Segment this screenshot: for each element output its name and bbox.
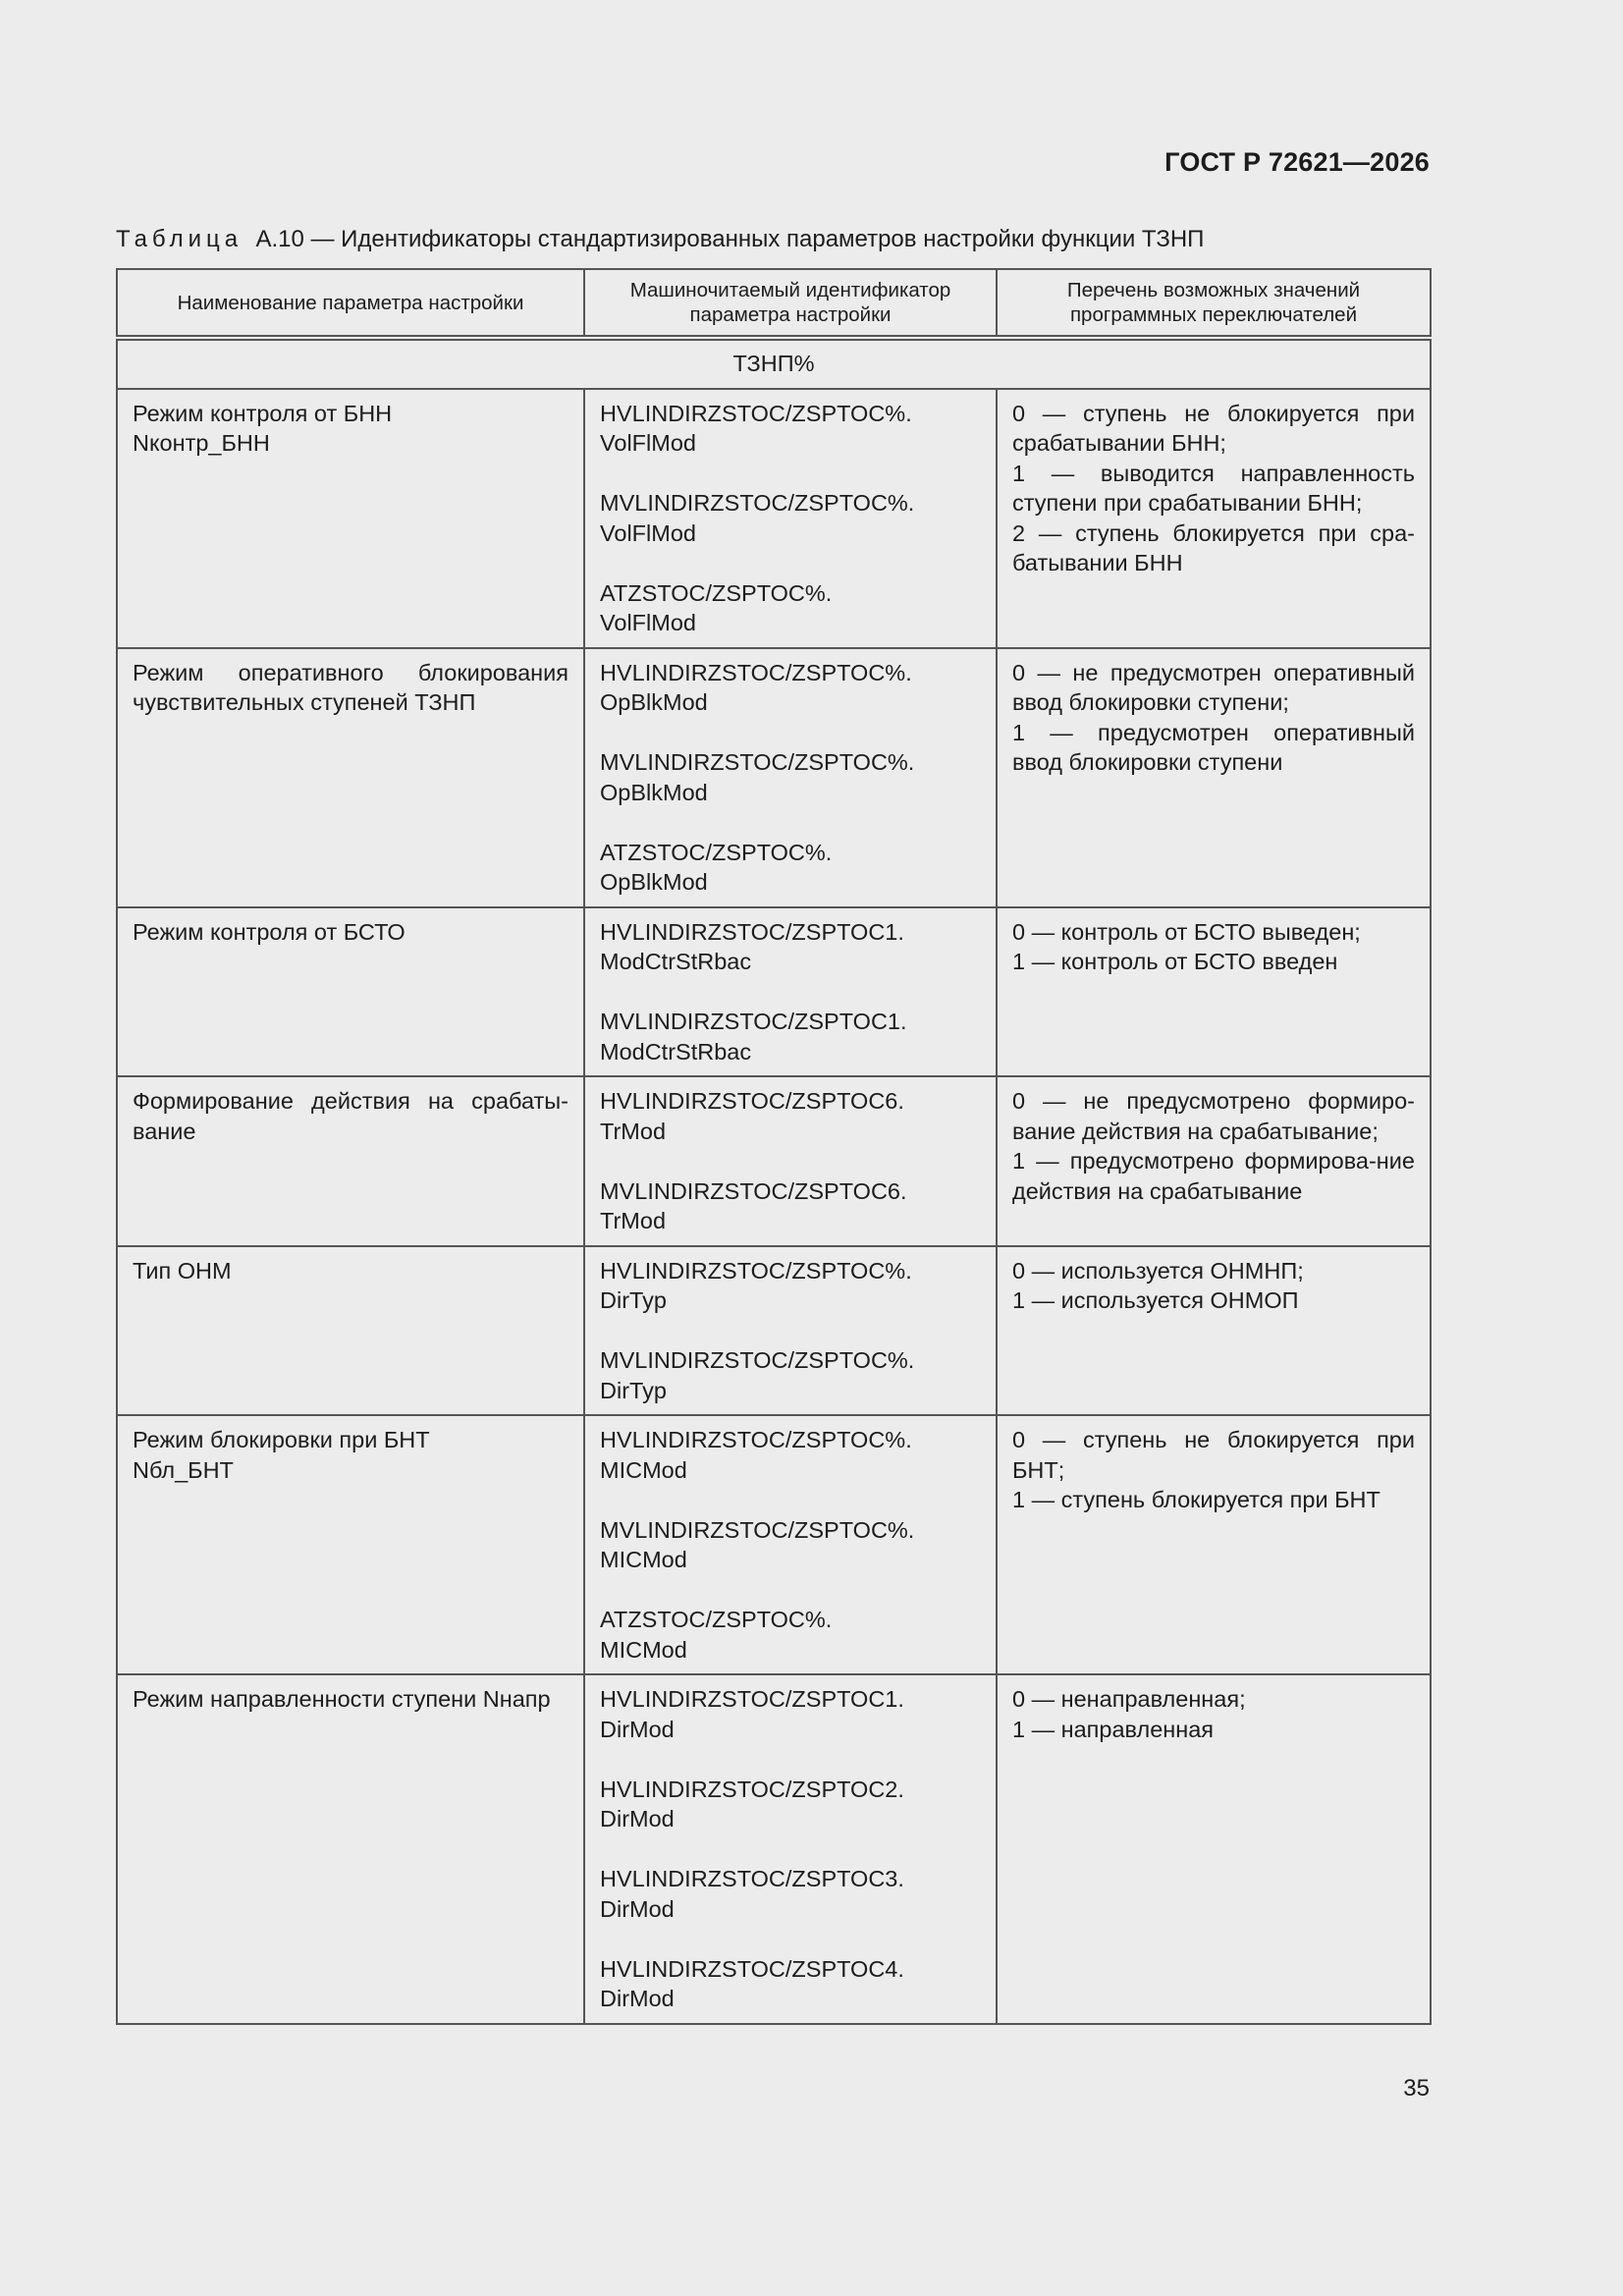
identifier-prefix: MVLINDIRZSTOC/ZSPTOC%. bbox=[600, 1347, 915, 1373]
table-row bbox=[117, 1674, 1431, 2024]
section-title: ТЗНП% bbox=[117, 338, 1431, 389]
identifier-attribute: DirMod bbox=[600, 1986, 675, 2011]
identifier-attribute: VolFlMod bbox=[600, 610, 696, 635]
identifier bbox=[600, 1605, 981, 1665]
identifier-attribute: DirTyp bbox=[600, 1287, 667, 1313]
identifier-prefix: HVLINDIRZSTOC/ZSPTOC%. bbox=[600, 659, 912, 685]
identifier-prefix: HVLINDIRZSTOC/ZSPTOC3. bbox=[600, 1866, 904, 1891]
identifier-attribute: VolFlMod bbox=[600, 519, 696, 546]
identifier-prefix: MVLINDIRZSTOC/ZSPTOC1. bbox=[600, 1009, 907, 1034]
value-item: 1 — направленная bbox=[1012, 1716, 1215, 1742]
values-cell bbox=[997, 1415, 1431, 1674]
identifier-attribute: MICMod bbox=[600, 1636, 687, 1663]
identifier bbox=[600, 747, 981, 807]
identifier bbox=[600, 1684, 981, 1744]
table-row bbox=[117, 648, 1431, 907]
identifier-prefix: MVLINDIRZSTOC/ZSPTOC%. bbox=[600, 490, 915, 516]
column-header-identifier: Машиночитаемый идентификатор параметра настройки bbox=[584, 269, 997, 338]
parameter-name: Формирование действия на срабаты-вание bbox=[133, 1088, 568, 1144]
identifier-prefix: ATZSTOC/ZSPTOC%. bbox=[600, 579, 833, 606]
identifier bbox=[600, 1345, 981, 1405]
identifier-cell bbox=[584, 1415, 997, 1674]
identifier-attribute: TrMod bbox=[600, 1208, 667, 1233]
value-item: 1 — используется ОНМОП bbox=[1012, 1287, 1299, 1313]
values-cell bbox=[997, 1076, 1431, 1246]
document-header: ГОСТ Р 72621—2026 bbox=[1164, 147, 1430, 177]
parameter-name-cell bbox=[117, 907, 584, 1077]
table-caption bbox=[116, 226, 1204, 253]
identifier-prefix: HVLINDIRZSTOC/ZSPTOC6. bbox=[600, 1088, 904, 1114]
value-item: 1 — предусмотрен оперативный ввод блокировки ступени bbox=[1012, 719, 1415, 775]
parameter-name-cell bbox=[117, 1674, 584, 2024]
value-item: 1 — выводится направленность ступени при срабатывании БНН; bbox=[1012, 460, 1415, 516]
identifier-attribute: DirMod bbox=[600, 1895, 675, 1922]
identifier bbox=[600, 578, 981, 638]
values-cell bbox=[997, 1674, 1431, 2024]
value-item: 0 — ненаправленная; bbox=[1012, 1686, 1246, 1712]
identifier bbox=[600, 399, 981, 459]
values-cell bbox=[997, 389, 1431, 648]
value-item: 0 — контроль от БСТО выведен; bbox=[1012, 918, 1361, 945]
identifier-attribute: VolFlMod bbox=[600, 430, 696, 456]
identifier-prefix: HVLINDIRZSTOC/ZSPTOC%. bbox=[600, 400, 912, 426]
identifier-cell bbox=[584, 1674, 997, 2024]
identifier-attribute: DirMod bbox=[600, 1806, 675, 1831]
parameter-name: Режим оперативного блокирования чувствительных ступеней ТЗНП bbox=[133, 659, 568, 715]
table-caption-label: Таблица bbox=[116, 226, 243, 252]
identifier-prefix: MVLINDIRZSTOC/ZSPTOC%. bbox=[600, 1516, 915, 1543]
identifier bbox=[600, 1007, 981, 1066]
identifier-prefix: ATZSTOC/ZSPTOC%. bbox=[600, 839, 833, 865]
value-item: 0 — не предусмотрено формиро-вание действия на срабатывание; bbox=[1012, 1088, 1415, 1144]
parameter-name-cell bbox=[117, 1076, 584, 1246]
parameter-name: Режим направленности ступени Nнапр bbox=[133, 1686, 551, 1712]
identifier bbox=[600, 1086, 981, 1146]
identifier-attribute: MICMod bbox=[600, 1547, 687, 1572]
table-row bbox=[117, 907, 1431, 1077]
value-item: 1 — предусмотрено формирова-ние действия на срабатывание bbox=[1012, 1148, 1415, 1204]
identifier-attribute: TrMod bbox=[600, 1118, 667, 1144]
value-item: 0 — не предусмотрен оперативный ввод блокировки ступени; bbox=[1012, 659, 1415, 715]
parameter-name-cell bbox=[117, 1415, 584, 1674]
identifier-prefix: HVLINDIRZSTOC/ZSPTOC1. bbox=[600, 1686, 904, 1712]
identifier bbox=[600, 1775, 981, 1834]
value-item: 0 — ступень не блокируется при срабатывании БНН; bbox=[1012, 400, 1415, 456]
identifier bbox=[600, 838, 981, 898]
identifier-cell bbox=[584, 1076, 997, 1246]
identifier-attribute: OpBlkMod bbox=[600, 689, 708, 715]
value-item: 0 — используется ОНМНП; bbox=[1012, 1257, 1304, 1284]
identifier-cell bbox=[584, 389, 997, 648]
identifier-cell bbox=[584, 648, 997, 907]
identifier-attribute: ModCtrStRbac bbox=[600, 949, 752, 974]
identifier-prefix: HVLINDIRZSTOC/ZSPTOC1. bbox=[600, 918, 904, 945]
table-row bbox=[117, 389, 1431, 648]
parameter-name: Режим контроля от БНН bbox=[133, 400, 393, 426]
table-row bbox=[117, 1076, 1431, 1246]
parameter-name: Режим блокировки при БНТ bbox=[133, 1427, 430, 1452]
value-item: 1 — ступень блокируется при БНТ bbox=[1012, 1487, 1380, 1512]
identifier-prefix: HVLINDIRZSTOC/ZSPTOC4. bbox=[600, 1955, 904, 1982]
parameter-name-cell bbox=[117, 648, 584, 907]
identifier-attribute: OpBlkMod bbox=[600, 779, 708, 805]
table-caption-text: А.10 — Идентификаторы стандартизированных параметров настройки функции ТЗНП bbox=[255, 226, 1205, 252]
identifier-attribute: OpBlkMod bbox=[600, 869, 708, 895]
values-cell bbox=[997, 907, 1431, 1077]
value-item: 2 — ступень блокируется при сра-батывании БНН bbox=[1012, 519, 1415, 575]
identifier bbox=[600, 1515, 981, 1575]
identifier-prefix: MVLINDIRZSTOC/ZSPTOC%. bbox=[600, 749, 915, 775]
identifier-attribute: MICMod bbox=[600, 1456, 687, 1483]
identifier bbox=[600, 917, 981, 977]
parameter-name: Режим контроля от БСТО bbox=[133, 918, 406, 945]
identifier bbox=[600, 488, 981, 548]
parameter-name: Тип ОНМ bbox=[133, 1257, 232, 1284]
identifier-attribute: DirTyp bbox=[600, 1377, 667, 1403]
identifier bbox=[600, 1256, 981, 1316]
column-header-values: Перечень возможных значений программных переключателей bbox=[997, 269, 1431, 338]
identifier bbox=[600, 1425, 981, 1485]
table-row bbox=[117, 1246, 1431, 1416]
identifier-attribute: ModCtrStRbac bbox=[600, 1038, 752, 1065]
values-cell bbox=[997, 648, 1431, 907]
identifier-prefix: HVLINDIRZSTOC/ZSPTOC%. bbox=[600, 1427, 912, 1452]
page-number: 35 bbox=[1403, 2075, 1430, 2102]
identifier bbox=[600, 1864, 981, 1924]
identifier-prefix: HVLINDIRZSTOC/ZSPTOC2. bbox=[600, 1776, 904, 1802]
table-row bbox=[117, 1415, 1431, 1674]
identifier bbox=[600, 658, 981, 718]
values-cell bbox=[997, 1246, 1431, 1416]
parameter-symbol: Nконтр_БНН bbox=[133, 430, 270, 456]
column-header-name: Наименование параметра настройки bbox=[117, 269, 584, 338]
parameter-name-cell bbox=[117, 1246, 584, 1416]
identifier-cell bbox=[584, 907, 997, 1077]
table-header-row bbox=[117, 269, 1431, 338]
value-item: 1 — контроль от БСТО введен bbox=[1012, 949, 1338, 974]
identifier bbox=[600, 1176, 981, 1236]
parameter-symbol: Nбл_БНТ bbox=[133, 1456, 234, 1483]
parameter-name-cell bbox=[117, 389, 584, 648]
identifier bbox=[600, 1954, 981, 2014]
table-section-row bbox=[117, 338, 1431, 389]
identifier-prefix: HVLINDIRZSTOC/ZSPTOC%. bbox=[600, 1257, 912, 1284]
parameters-table bbox=[116, 268, 1432, 2025]
identifier-cell bbox=[584, 1246, 997, 1416]
identifier-attribute: DirMod bbox=[600, 1716, 675, 1742]
identifier-prefix: MVLINDIRZSTOC/ZSPTOC6. bbox=[600, 1177, 907, 1204]
identifier-prefix: ATZSTOC/ZSPTOC%. bbox=[600, 1607, 833, 1632]
value-item: 0 — ступень не блокируется при БНТ; bbox=[1012, 1427, 1415, 1483]
